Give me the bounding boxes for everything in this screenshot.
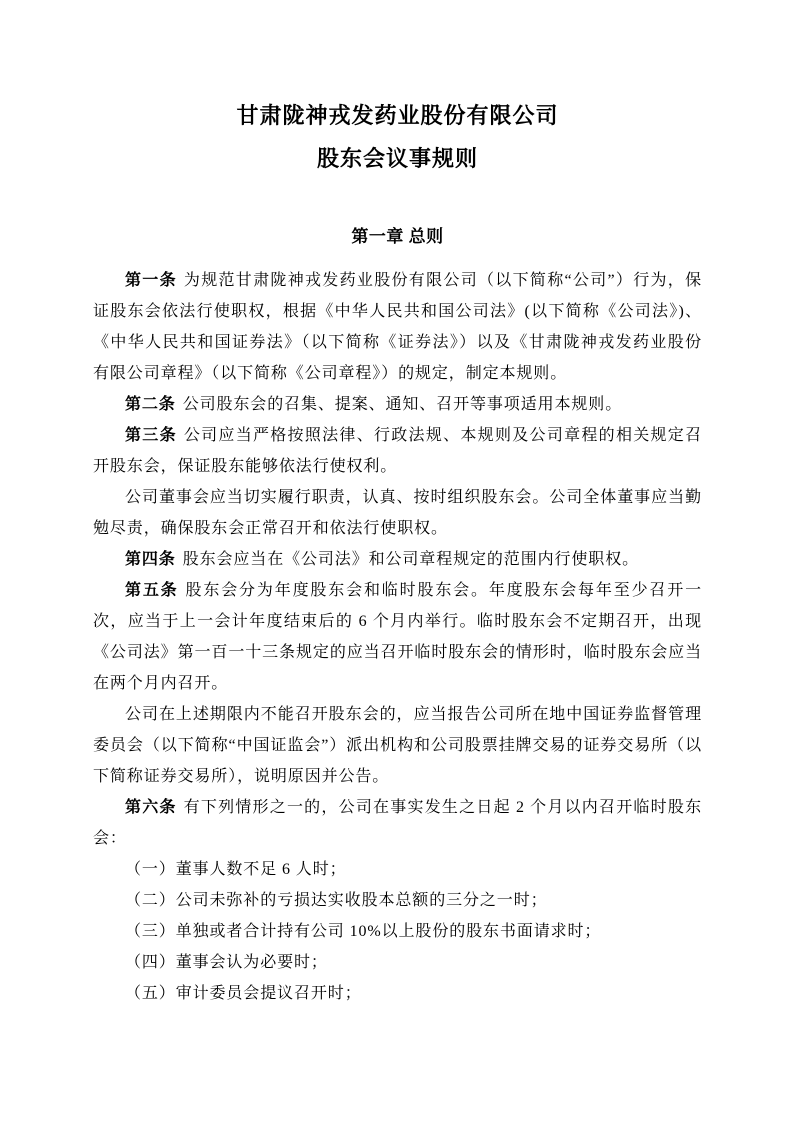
paragraph-text: （二）公司未弥补的亏损达实收股本总额的三分之一时； <box>125 892 548 909</box>
article-number: 第五条 <box>125 582 179 599</box>
paragraph-text: （三）单独或者合计持有公司 10%以上股份的股东书面请求时； <box>125 923 602 940</box>
paragraph <box>93 420 702 482</box>
paragraph-text: 公司在上述期限内不能召开股东会的，应当报告公司所在地中国证券监督管理委员会（以下简称“中国证监会”）派出机构和公司股票挂牌交易的证券交易所（以下简称证券交易所），说明原因并公告。 <box>93 706 702 785</box>
paragraph <box>93 482 702 544</box>
paragraph <box>93 575 702 699</box>
paragraph-text: 公司董事会应当切实履行职责，认真、按时组织股东会。公司全体董事应当勤勉尽责，确保股东会正常召开和依法行使职权。 <box>93 489 702 537</box>
list-item <box>93 916 702 947</box>
list-item <box>93 978 702 1009</box>
list-item <box>93 947 702 978</box>
document-title-company: 甘肃陇神戎发药业股份有限公司 <box>236 103 559 128</box>
paragraph-text: 股东会应当在《公司法》和公司章程规定的范围内行使职权。 <box>182 551 640 568</box>
chapter-heading: 第一章 总则 <box>351 227 444 246</box>
paragraph-text: 为规范甘肃陇神戎发药业股份有限公司（以下简称“公司”）行为，保证股东会依法行使职权，根据《中华人民共和国公司法》(以下简称《公司法》)、《中华人民共和国证券法》（以下简称《证券法》）以及《甘肃陇神戎发药业股份有限公司章程》（以下简称《公司章程》）的规定，制定本规则。 <box>93 272 702 382</box>
article-number: 第三条 <box>125 427 177 444</box>
paragraph-text: 公司股东会的召集、提案、通知、召开等事项适用本规则。 <box>182 396 623 413</box>
paragraph-text: 股东会分为年度股东会和临时股东会。年度股东会每年至少召开一次，应当于上一会计年度结束后的 6 个月内举行。临时股东会不定期召开，出现《公司法》第一百一十三条规定的应当召开临时股东会的情形时，临时股东会应当在两个月内召开。 <box>93 582 702 692</box>
document-body <box>93 265 702 1009</box>
paragraph-text: 公司应当严格按照法律、行政法规、本规则及公司章程的相关规定召开股东会，保证股东能够依法行使权利。 <box>93 427 702 475</box>
article-number: 第一条 <box>125 272 177 289</box>
paragraph-text: （四）董事会认为必要时； <box>125 954 328 971</box>
article-number: 第四条 <box>125 551 176 568</box>
list-item <box>93 854 702 885</box>
paragraph <box>93 699 702 792</box>
paragraph-text: 有下列情形之一的，公司在事实发生之日起 2 个月以内召开临时股东会： <box>93 799 702 847</box>
paragraph <box>93 389 702 420</box>
paragraph-text: （五）审计委员会提议召开时； <box>125 985 362 1002</box>
paragraph <box>93 792 702 854</box>
article-number: 第二条 <box>125 396 176 413</box>
paragraph-text: （一）董事人数不足 6 人时； <box>125 861 347 878</box>
paragraph <box>93 265 702 389</box>
document-title-rules: 股东会议事规则 <box>316 146 478 171</box>
list-item <box>93 885 702 916</box>
paragraph <box>93 544 702 575</box>
article-number: 第六条 <box>125 799 177 816</box>
